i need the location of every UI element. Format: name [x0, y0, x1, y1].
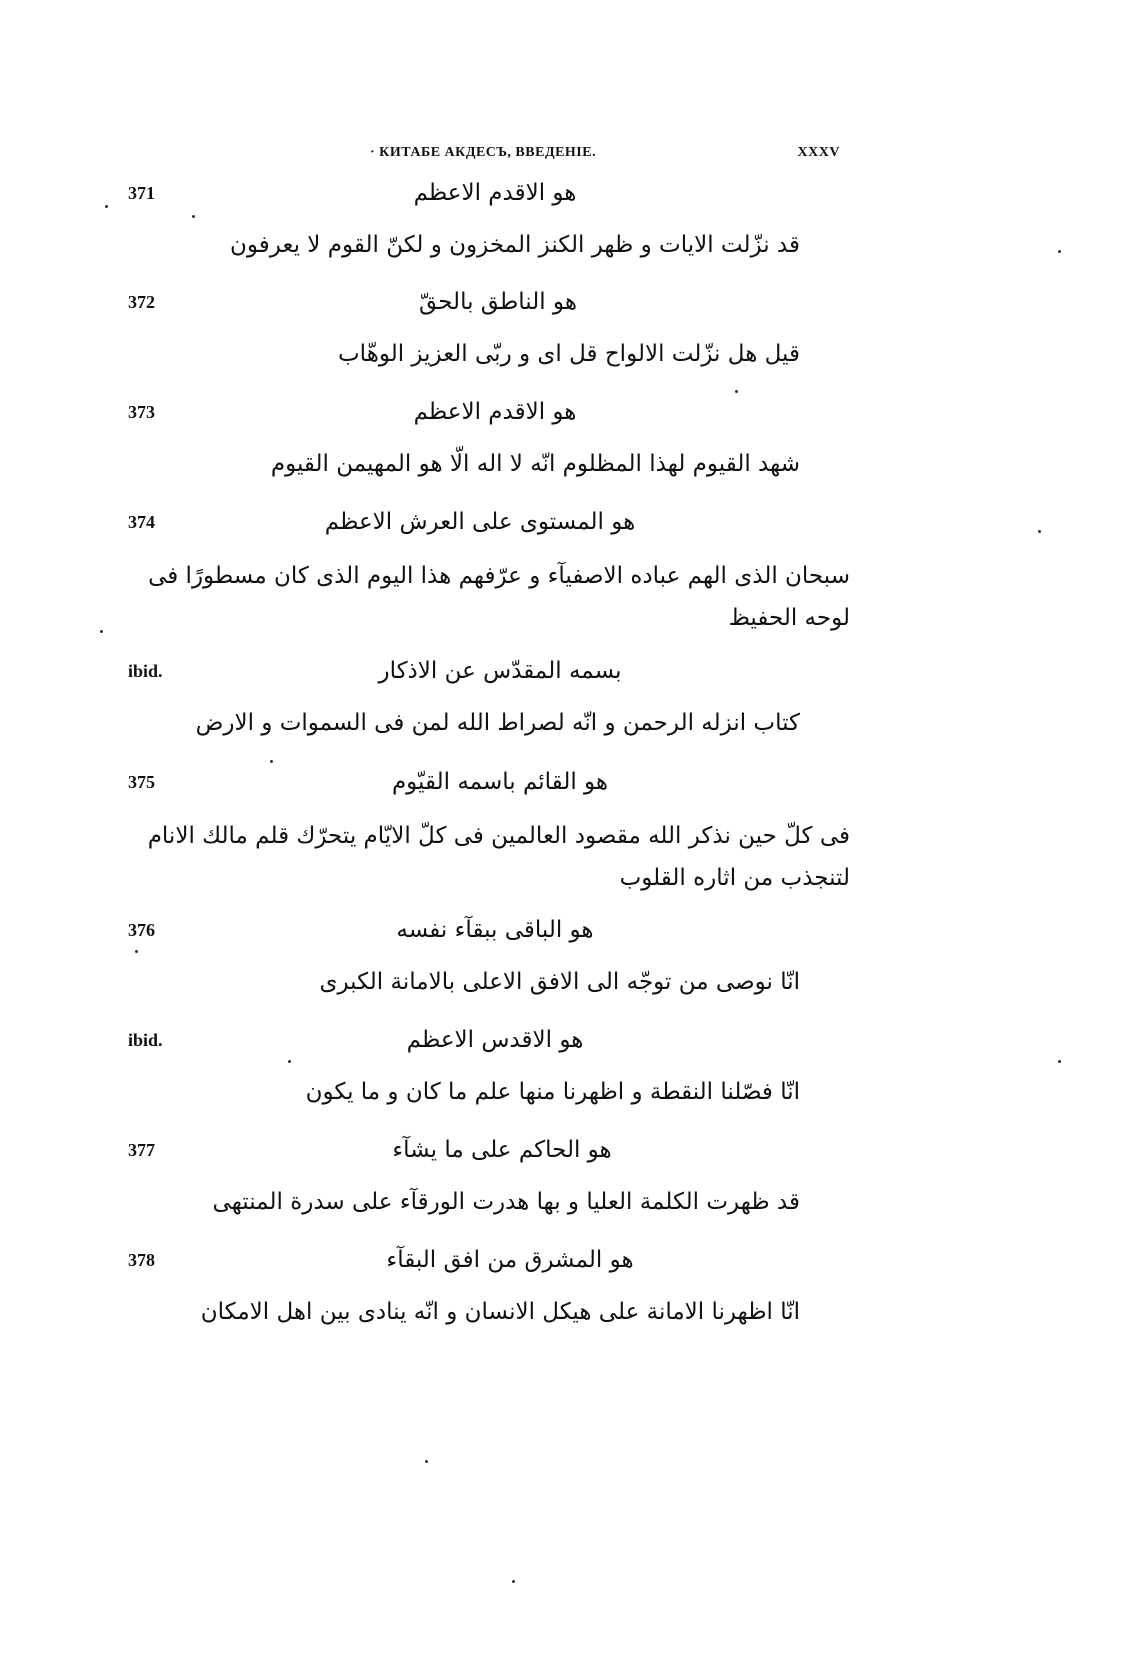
entry-number: ibid.	[128, 661, 163, 681]
scan-speck	[100, 630, 103, 633]
entry-heading: هو المستوى على العرش الاعظم	[324, 509, 636, 535]
running-header	[370, 145, 840, 169]
body-line: قد ظهرت الكلمة العليا و بها هدرت الورقآء على سدرة المنتهى	[212, 1189, 800, 1215]
scan-speck	[288, 1060, 291, 1063]
entry-number: 375	[128, 772, 155, 792]
entry-heading: هو الحاكم على ما يشآء	[392, 1137, 612, 1163]
entry-body	[100, 702, 800, 744]
entry-body	[100, 1181, 800, 1223]
scan-speck	[1058, 250, 1061, 253]
entry-heading: هو القائم باسمه القيّوم	[391, 769, 609, 795]
entry-heading: هو الناطق بالحقّ	[419, 289, 577, 315]
entry-body	[130, 555, 850, 639]
entry-body	[100, 1071, 800, 1113]
entry-body	[100, 1291, 800, 1333]
body-line: انّا اظهرنا الامانة على هيكل الانسان و انّه ينادى بين اهل الامكان	[200, 1299, 800, 1325]
entry-heading: هو الاقدم الاعظم	[413, 399, 577, 425]
entry-body	[100, 224, 800, 266]
scan-speck	[425, 1460, 428, 1463]
entry-heading: هو الباقى ببقآء نفسه	[396, 917, 594, 943]
entry-body	[100, 961, 800, 1003]
scan-speck	[1038, 530, 1041, 533]
scan-speck	[735, 390, 738, 393]
entry-number: 372	[128, 292, 155, 312]
entry-number: 371	[128, 183, 155, 203]
body-line: فى كلّ حين نذكر الله مقصود العالمين فى كلّ الايّام يتحرّك قلم مالك الانام	[147, 823, 850, 849]
body-line: قد نزّلت الايات و ظهر الكنز المخزون و لكنّ القوم لا يعرفون	[230, 232, 800, 258]
scan-speck	[1058, 1060, 1061, 1063]
scan-speck	[105, 205, 108, 208]
entry-heading: بسمه المقدّس عن الاذكار	[378, 658, 622, 684]
entry-number: 376	[128, 920, 155, 940]
scan-speck	[135, 950, 138, 953]
entry-heading: هو الاقدس الاعظم	[406, 1027, 584, 1053]
scan-speck	[192, 215, 195, 218]
entry-number: ibid.	[128, 1030, 163, 1050]
scan-speck	[512, 1580, 515, 1583]
body-line: قيل هل نزّلت الالواح قل اى و ربّى العزيز الوهّاب	[338, 341, 800, 367]
entry-number: 373	[128, 402, 155, 422]
body-line: لوحه الحفيظ	[728, 605, 850, 631]
body-line: سبحان الذى الهم عباده الاصفيآء و عرّفهم هذا اليوم الذى كان مسطورًا فى	[148, 563, 850, 589]
body-line: شهد القيوم لهذا المظلوم انّه لا اله الّا هو المهيمن القيوم	[270, 451, 800, 477]
entry-heading: هو الاقدم الاعظم	[413, 180, 577, 206]
page-number: XXXV	[797, 145, 840, 160]
entry-number: 378	[128, 1250, 155, 1270]
scan-speck	[270, 760, 273, 763]
entry-body	[130, 815, 850, 899]
body-line: انّا نوصى من توجّه الى الافق الاعلى بالامانة الكبرى	[319, 969, 800, 995]
entry-body	[100, 333, 800, 375]
entry-number: 377	[128, 1140, 155, 1160]
running-title: · КИТАБЕ АКДЕСЪ, ВВЕДЕНІЕ.	[370, 145, 597, 160]
body-line: لتنجذب من اثاره القلوب	[619, 865, 850, 891]
entry-body	[100, 443, 800, 485]
entry-number: 374	[128, 512, 155, 532]
entry-heading: هو المشرق من افق البقآء	[386, 1247, 634, 1273]
body-line: انّا فصّلنا النقطة و اظهرنا منها علم ما كان و ما يكون	[305, 1079, 800, 1105]
body-line: كتاب انزله الرحمن و انّه لصراط الله لمن فى السموات و الارض	[195, 710, 800, 736]
